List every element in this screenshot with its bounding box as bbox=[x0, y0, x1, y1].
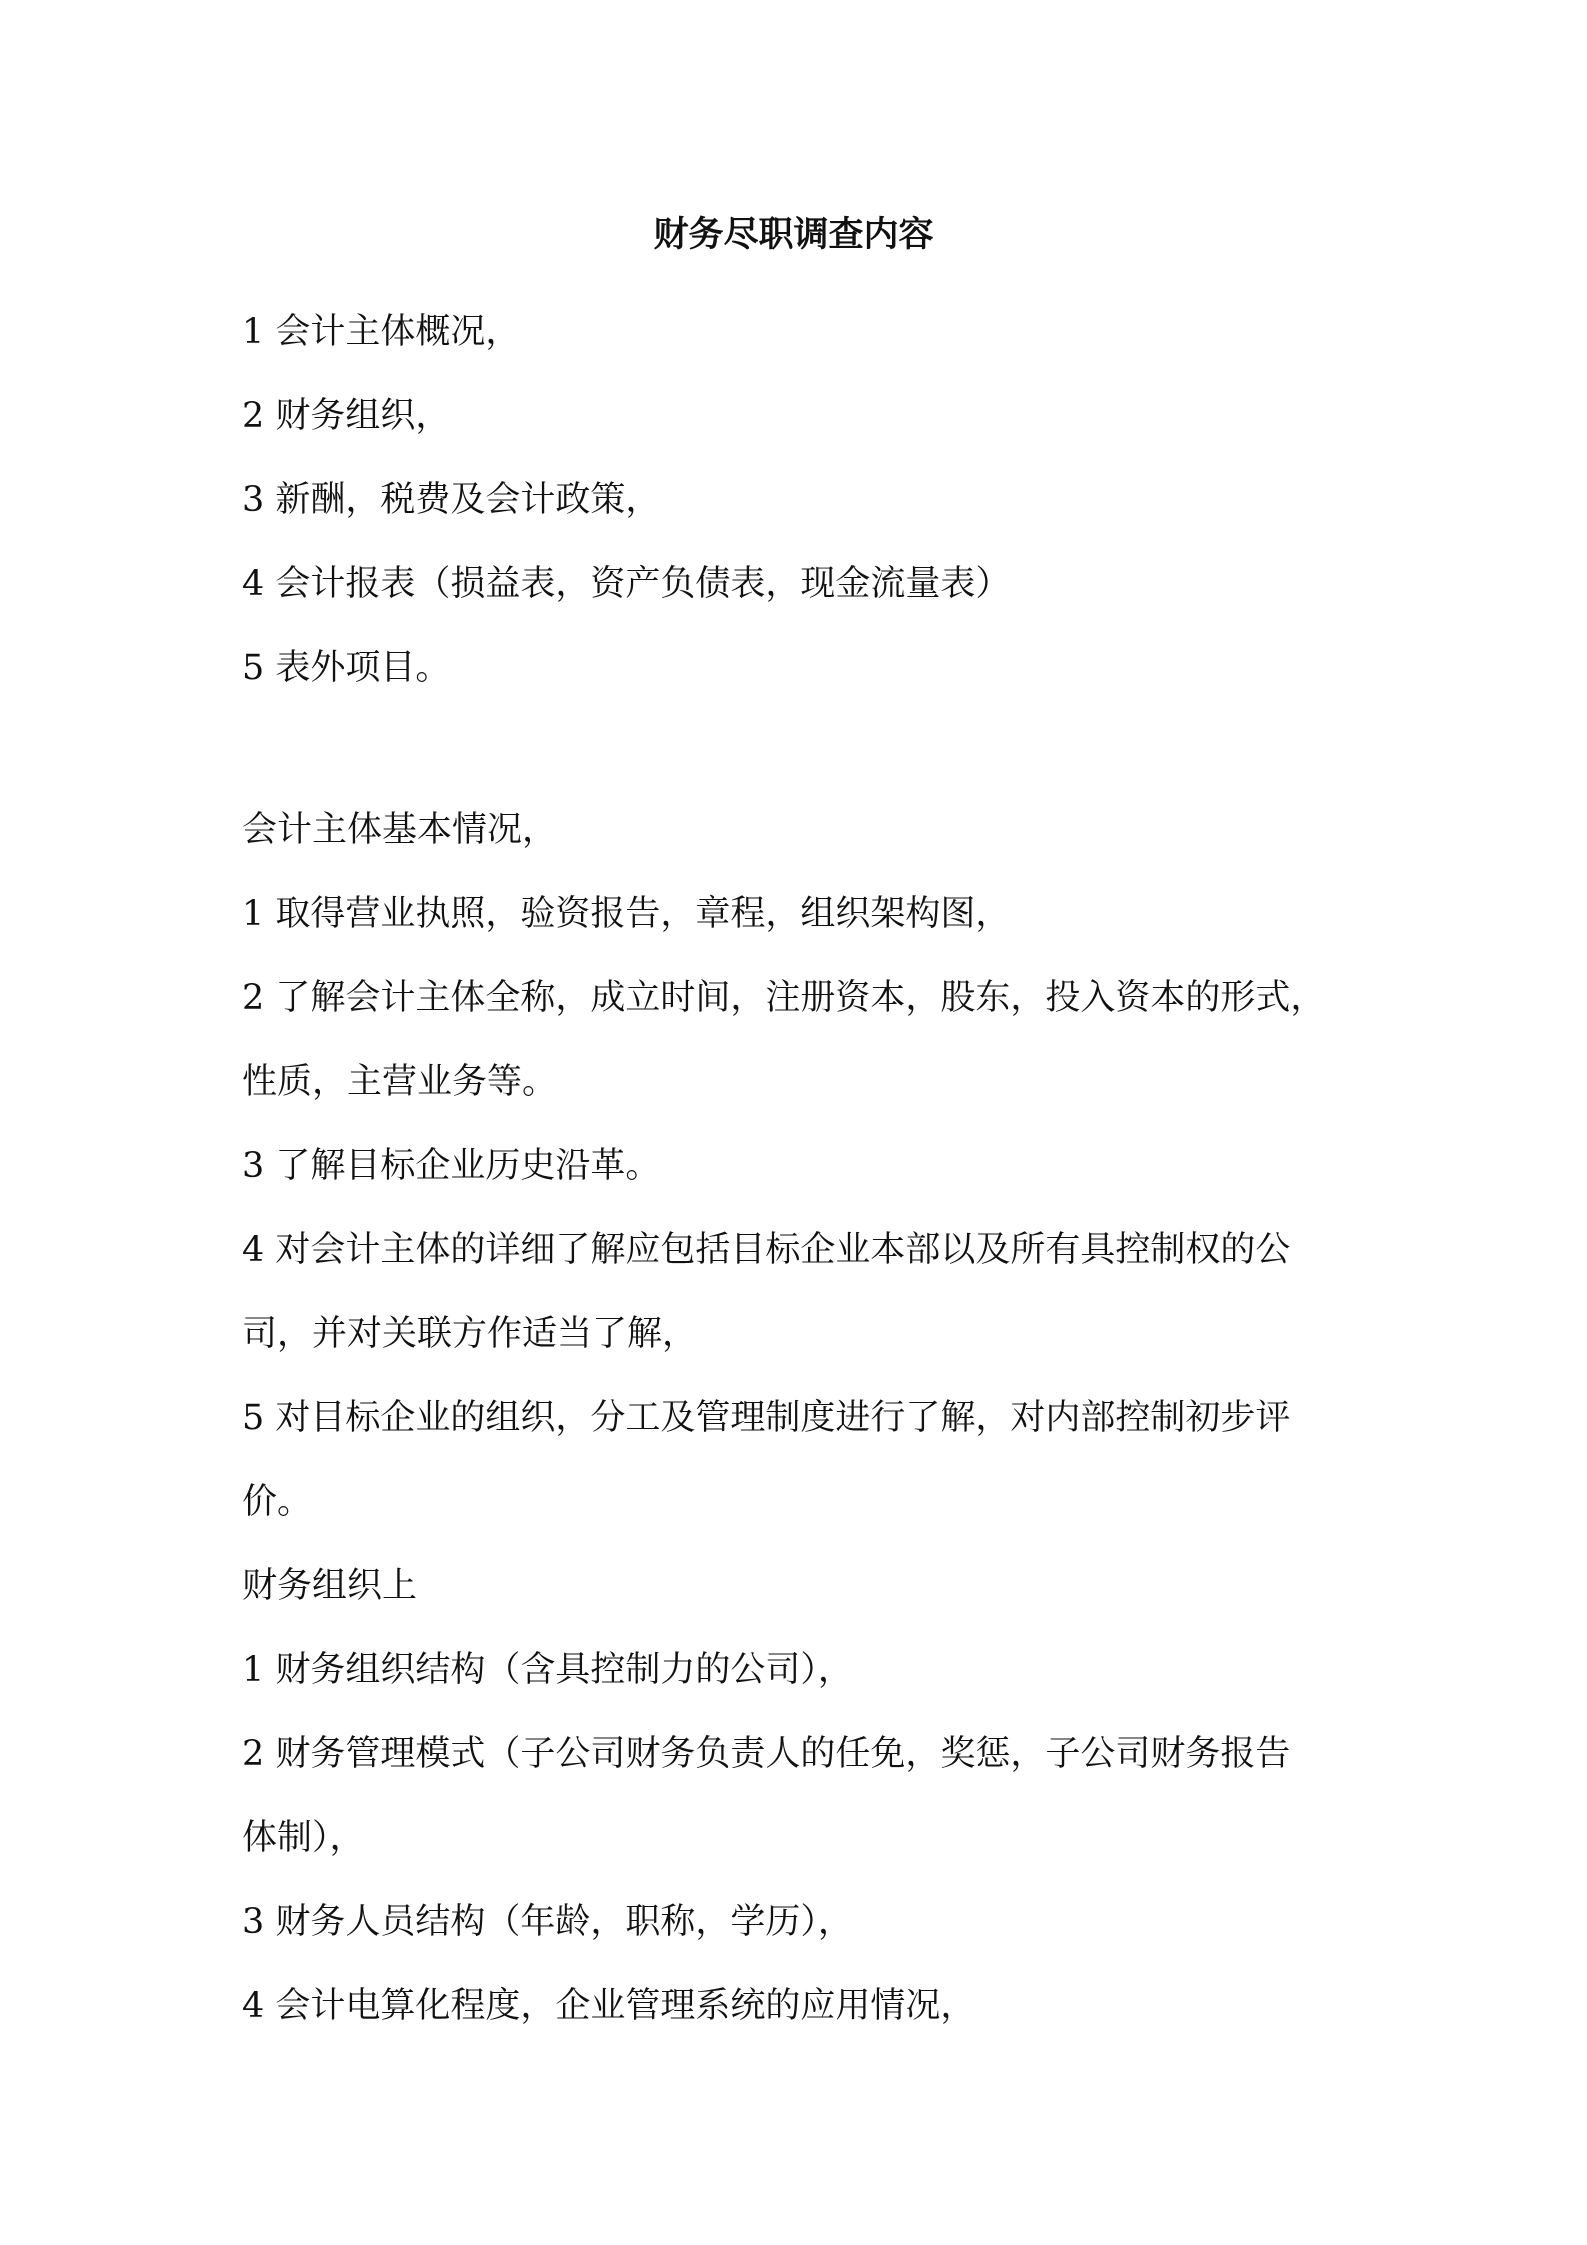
overview-item-2: 2 财务组织， bbox=[242, 396, 451, 436]
section-spacer bbox=[242, 710, 1352, 788]
basic-line: 1 取得营业执照，验资报告，章程，组织架构图， bbox=[242, 894, 1011, 934]
section-heading-org: 财务组织上 bbox=[242, 1566, 418, 1606]
org-line: 3 财务人员结构（年龄，职称，学历）， bbox=[242, 1902, 853, 1942]
basic-line: 价。 bbox=[242, 1482, 313, 1522]
org-line: 4 会计电算化程度，企业管理系统的应用情况， bbox=[242, 1986, 976, 2026]
org-line: 1 财务组织结构（含具控制力的公司）， bbox=[242, 1650, 853, 1690]
basic-line: 2 了解会计主体全称，成立时间，注册资本，股东，投入资本的形式， bbox=[242, 978, 1326, 1018]
overview-item-3: 3 新酬，税费及会计政策， bbox=[242, 480, 661, 520]
overview-item-4: 4 会计报表（损益表，资产负债表，现金流量表） bbox=[242, 564, 1011, 604]
org-line: 体制）， bbox=[242, 1818, 365, 1858]
basic-line: 司，并对关联方作适当了解， bbox=[242, 1314, 698, 1354]
document-body bbox=[242, 290, 1352, 2048]
basic-line: 4 对会计主体的详细了解应包括目标企业本部以及所有具控制权的公 bbox=[242, 1230, 1291, 1270]
document-title: 财务尽职调查内容 bbox=[653, 214, 934, 255]
basic-line: 3 了解目标企业历史沿革。 bbox=[242, 1146, 661, 1186]
overview-item-5: 5 表外项目。 bbox=[242, 648, 451, 688]
overview-item-1: 1 会计主体概况， bbox=[242, 312, 521, 352]
basic-line: 性质，主营业务等。 bbox=[242, 1062, 558, 1102]
org-line: 2 财务管理模式（子公司财务负责人的任免，奖惩，子公司财务报告 bbox=[242, 1734, 1291, 1774]
section-heading-basic: 会计主体基本情况， bbox=[242, 810, 558, 850]
basic-line: 5 对目标企业的组织，分工及管理制度进行了解，对内部控制初步评 bbox=[242, 1398, 1291, 1438]
